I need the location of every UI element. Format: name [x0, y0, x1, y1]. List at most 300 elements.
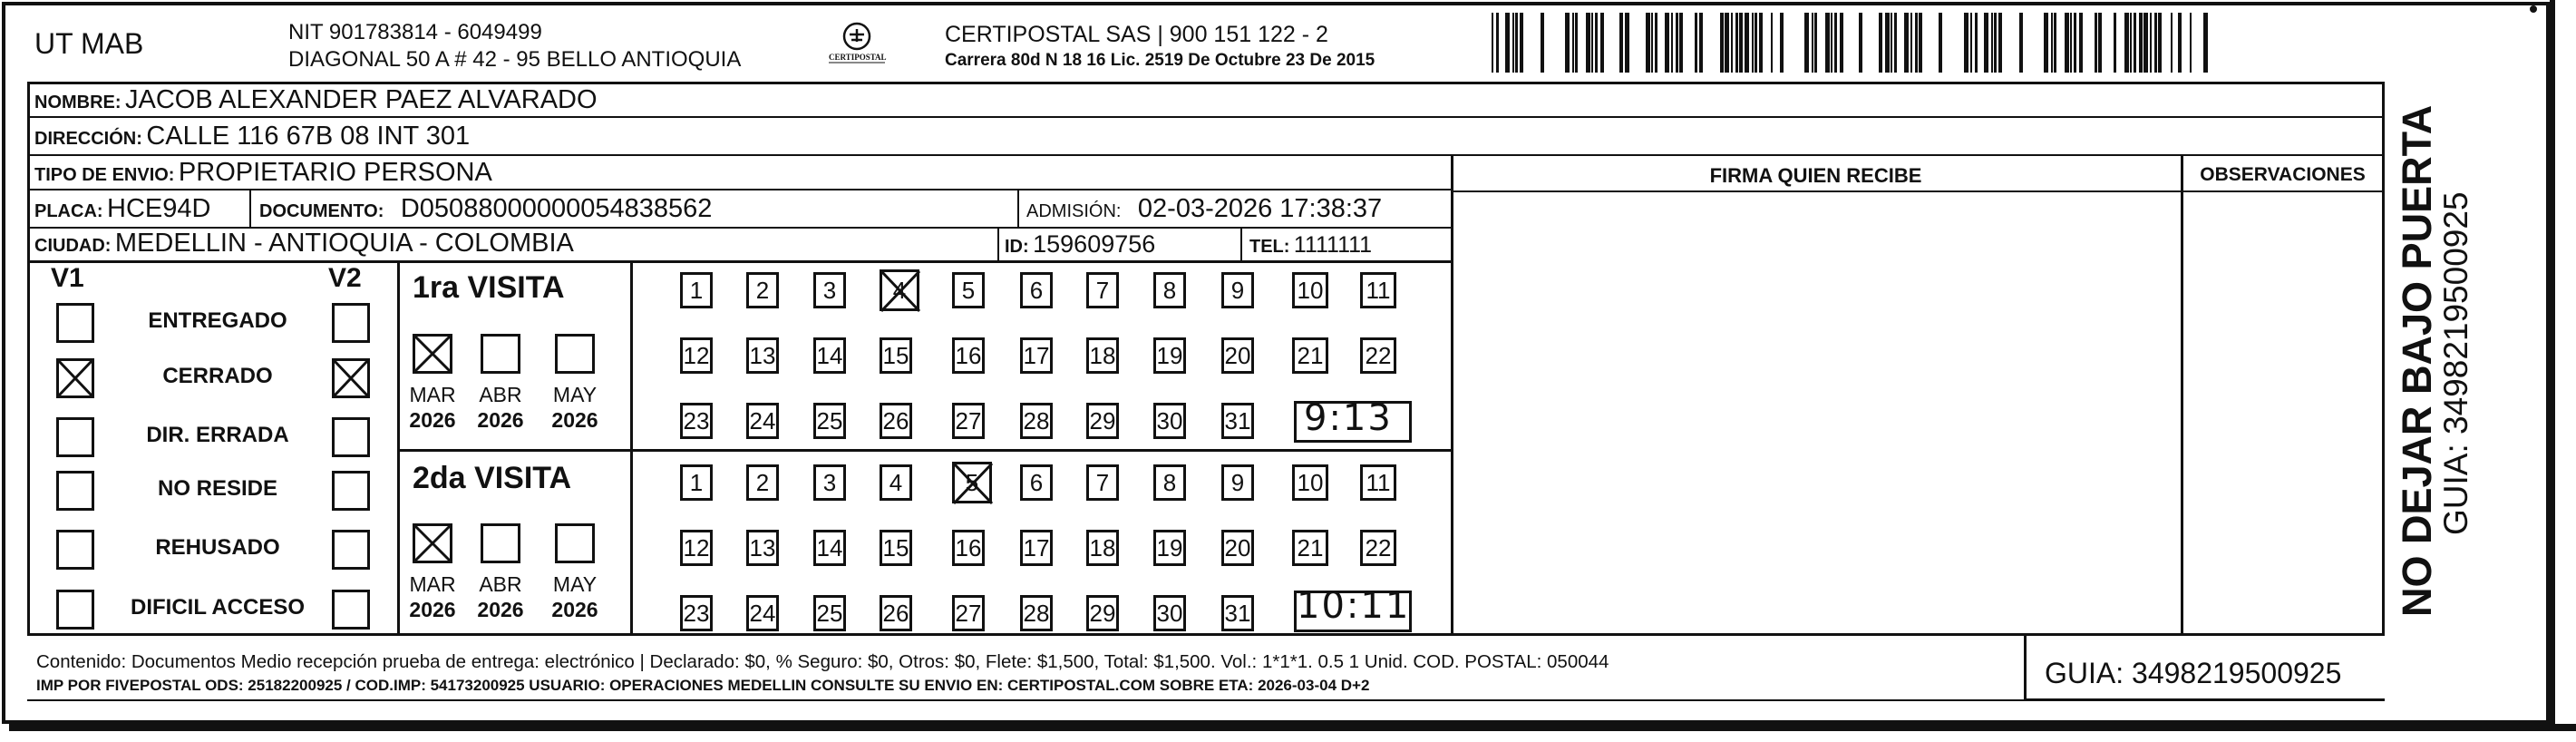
barcode-bars — [1492, 13, 2212, 73]
second-day-box[interactable] — [1292, 530, 1328, 566]
v2-checkbox[interactable] — [332, 590, 370, 630]
barcode-bar — [2143, 13, 2148, 73]
first-day-box[interactable] — [746, 337, 779, 374]
barcode-bar — [1859, 13, 1862, 73]
barcode-bar — [1515, 13, 1518, 73]
barcode-bar — [1752, 13, 1754, 73]
second-year-label: 2026 — [409, 598, 456, 621]
barcode-bar — [1771, 13, 1773, 73]
second-day-label: 10 — [1297, 468, 1324, 496]
direccion-value: CALLE 116 67B 08 INT 301 — [146, 122, 471, 151]
barcode-bar — [2070, 13, 2072, 73]
tipo-label: TIPO DE ENVIO: — [34, 165, 175, 185]
second-day-label: 4 — [889, 468, 903, 496]
first-day-label: 1 — [689, 276, 704, 304]
rule-footer-top — [27, 633, 2385, 636]
admision-value: 02-03-2026 17:38:37 — [1137, 194, 1383, 223]
barcode-bar — [1651, 13, 1653, 73]
rule-id-left — [997, 227, 999, 261]
first-day-box[interactable] — [880, 337, 912, 374]
nombre-row — [34, 85, 598, 115]
second-day-label: 31 — [1224, 599, 1251, 627]
firma-header: FIRMA QUIEN RECIBE — [1709, 164, 1922, 187]
placa-value: HCE94D — [107, 194, 211, 223]
first-day-box[interactable] — [1086, 337, 1119, 374]
cross-mark-icon — [952, 462, 994, 505]
second-day-box[interactable] — [1221, 530, 1254, 566]
first-day-box[interactable] — [880, 269, 919, 311]
rule-firma-left — [1451, 154, 1453, 633]
second-day-box[interactable] — [1360, 530, 1396, 566]
first-month-label: MAY — [552, 383, 598, 406]
rule-tel-left — [1240, 227, 1242, 261]
first-day-label: 27 — [955, 406, 982, 434]
v2-checkbox[interactable] — [332, 358, 370, 398]
barcode-bar — [1572, 13, 1574, 73]
first-day-label: 26 — [882, 406, 909, 434]
barcode-bar — [2158, 13, 2162, 73]
second-day-box[interactable] — [952, 595, 985, 631]
ciudad-value: MEDELLIN - ANTIOQUIA - COLOMBIA — [114, 229, 574, 258]
reason-label: DIR. ERRADA — [146, 423, 289, 447]
first-day-box[interactable] — [1020, 272, 1053, 308]
v1-checkbox[interactable] — [56, 471, 94, 511]
cross-mark-icon — [880, 269, 921, 313]
first-day-label: 10 — [1297, 276, 1324, 304]
tel-value: 1111111 — [1293, 232, 1373, 258]
rule-row3 — [27, 189, 1451, 190]
barcode-bar — [1720, 13, 1724, 73]
barcode-bar — [1840, 13, 1843, 73]
barcode-bar — [2203, 13, 2208, 73]
second-day-box[interactable] — [680, 595, 713, 631]
barcode-bar — [1520, 13, 1523, 73]
first-day-box[interactable] — [1086, 272, 1119, 308]
first-day-label: 6 — [1029, 276, 1044, 304]
second-year-label: 2026 — [477, 598, 524, 621]
first-day-box[interactable] — [952, 403, 985, 439]
first-day-label: 5 — [961, 276, 976, 304]
second-day-label: 30 — [1156, 599, 1183, 627]
second-day-box[interactable] — [746, 464, 779, 501]
second-day-box[interactable] — [813, 530, 846, 566]
first-month-checkbox[interactable] — [555, 334, 595, 374]
rule-right-table — [2382, 82, 2385, 633]
cross-mark-icon — [413, 523, 452, 563]
barcode-bar — [1595, 13, 1598, 73]
second-day-box[interactable] — [880, 530, 912, 566]
barcode-bar — [1915, 13, 1918, 73]
v1-checkbox[interactable] — [56, 303, 94, 343]
first-day-box[interactable] — [1086, 403, 1119, 439]
second-day-box[interactable] — [1086, 464, 1119, 501]
second-day-box[interactable] — [1221, 464, 1254, 501]
first-visit-title: 1ra VISITA — [413, 270, 565, 305]
second-day-label: 23 — [683, 599, 710, 627]
first-day-box[interactable] — [746, 403, 779, 439]
barcode-bar — [1780, 13, 1784, 73]
side-warning: NO DEJAR BAJO PUERTA — [2394, 104, 2440, 617]
first-day-label: 19 — [1156, 341, 1183, 369]
first-day-box[interactable] — [813, 403, 846, 439]
first-day-box[interactable] — [1153, 272, 1186, 308]
second-day-label: 17 — [1023, 533, 1050, 561]
first-day-label: 9 — [1230, 276, 1245, 304]
reason-label: NO RESIDE — [157, 476, 278, 501]
second-day-label: 8 — [1162, 468, 1177, 496]
first-day-box[interactable] — [1221, 403, 1254, 439]
v2-checkbox[interactable] — [332, 303, 370, 343]
bottom-edge — [9, 724, 2576, 731]
second-time-value: 10:11 — [1297, 585, 1411, 627]
barcode-bar — [1831, 13, 1832, 73]
barcode-bar — [1994, 13, 1997, 73]
first-day-label: 23 — [683, 406, 710, 434]
second-month-checkbox[interactable] — [481, 523, 520, 563]
barcode-bar — [2065, 13, 2069, 73]
side-guia: GUIA: 3498219500925 — [2437, 191, 2474, 535]
second-day-label: 5 — [965, 468, 979, 496]
second-day-box[interactable] — [1020, 530, 1053, 566]
v2-checkbox[interactable] — [332, 471, 370, 511]
barcode-bar — [1619, 13, 1623, 73]
rule-adm-left — [1017, 189, 1019, 229]
first-day-label: 11 — [1366, 276, 1391, 304]
first-day-box[interactable] — [1292, 337, 1328, 374]
barcode-bar — [1991, 13, 1993, 73]
barcode-bar — [2095, 13, 2097, 73]
v1-label: V1 — [51, 263, 84, 293]
barcode-bar — [2178, 13, 2182, 73]
first-day-label: 20 — [1224, 341, 1251, 369]
barcode-bar — [1565, 13, 1570, 73]
v1-checkbox[interactable] — [56, 590, 94, 630]
second-year-label: 2026 — [551, 598, 598, 621]
company-name: UT MAB — [34, 27, 144, 60]
first-day-box[interactable] — [680, 272, 713, 308]
rule-doc-left — [249, 189, 251, 229]
second-day-label: 25 — [816, 599, 843, 627]
tel-label: TEL: — [1249, 237, 1290, 257]
courier-license: Carrera 80d N 18 16 Lic. 2519 De Octubre 23 De 2015 — [945, 51, 1375, 70]
barcode-bar — [2124, 13, 2129, 73]
second-month-checkbox[interactable] — [413, 523, 452, 563]
second-day-box[interactable] — [746, 530, 779, 566]
first-year-label: 2026 — [409, 408, 456, 432]
barcode-bar — [2074, 13, 2076, 73]
imp-text: IMP POR FIVEPOSTAL ODS: 25182200925 / COD.IMP: 54173200925 USUARIO: OPERACIONES MEDELLIN CONSULTE SU ENVIO EN: CERTIPOSTAL.COM SOBRE ETA: 2026-03-04 D+2 — [36, 677, 1370, 694]
first-day-label: 22 — [1365, 341, 1392, 369]
first-day-label: 8 — [1162, 276, 1177, 304]
second-day-label: 27 — [955, 599, 982, 627]
barcode-bar — [1964, 13, 1968, 73]
second-day-box[interactable] — [952, 530, 985, 566]
second-month-checkbox[interactable] — [555, 523, 595, 563]
v2-checkbox[interactable] — [332, 530, 370, 570]
v1-checkbox[interactable] — [56, 530, 94, 570]
barcode-bar — [2079, 13, 2083, 73]
second-month-label: MAR — [409, 572, 456, 596]
barcode-bar — [1655, 13, 1657, 73]
first-day-label: 2 — [755, 276, 770, 304]
documento-label: DOCUMENTO: — [259, 201, 384, 221]
second-day-label: 26 — [882, 599, 909, 627]
barcode-bar — [1600, 13, 1604, 73]
barcode-bar — [1541, 13, 1544, 73]
barcode-bar — [1879, 13, 1882, 73]
cross-mark-icon — [413, 334, 452, 374]
second-day-label: 15 — [882, 533, 909, 561]
barcode-bar — [2044, 13, 2048, 73]
first-day-label: 21 — [1297, 341, 1324, 369]
first-day-label: 25 — [816, 406, 843, 434]
id-label: ID: — [1005, 237, 1029, 257]
second-day-label: 11 — [1366, 468, 1391, 496]
first-month-checkbox[interactable] — [413, 334, 452, 374]
second-day-box[interactable] — [1086, 595, 1119, 631]
barcode-bar — [2098, 13, 2102, 73]
first-day-label: 14 — [816, 341, 843, 369]
second-day-label: 29 — [1089, 599, 1116, 627]
second-day-box[interactable] — [813, 595, 846, 631]
barcode-bar — [1984, 13, 1988, 73]
barcode-bar — [2054, 13, 2056, 73]
barcode-bar — [2134, 13, 2136, 73]
placa-label: PLACA: — [34, 201, 103, 221]
first-day-box[interactable] — [1020, 403, 1053, 439]
reason-label: CERRADO — [162, 364, 273, 388]
second-day-label: 16 — [955, 533, 982, 561]
courier-logo — [816, 20, 898, 70]
v1-checkbox[interactable] — [56, 417, 94, 457]
first-day-label: 28 — [1023, 406, 1050, 434]
admision-row — [1026, 194, 1382, 224]
first-day-box[interactable] — [813, 337, 846, 374]
barcode-bar — [1804, 13, 1809, 73]
barcode-bar — [2114, 13, 2116, 73]
courier-name: CERTIPOSTAL SAS | 900 151 122 - 2 — [945, 22, 1328, 47]
barcode-bar — [2190, 13, 2192, 73]
barcode-bar — [1834, 13, 1837, 73]
first-day-box[interactable] — [1153, 337, 1186, 374]
second-day-box[interactable] — [880, 464, 912, 501]
first-day-box[interactable] — [1221, 337, 1254, 374]
second-day-box[interactable] — [1292, 464, 1328, 501]
placa-row — [34, 194, 210, 224]
rule-row2 — [27, 154, 2385, 156]
barcode-bar — [2171, 13, 2173, 73]
v2-label: V2 — [328, 263, 362, 293]
barcode-bar — [2130, 13, 2132, 73]
courier-logo-icon — [816, 20, 898, 70]
rule-visit-divider — [397, 449, 1451, 452]
cross-mark-icon — [332, 358, 370, 398]
rule-row5 — [27, 260, 1451, 263]
corner-mark-icon — [2526, 2, 2541, 16]
barcode-bar — [1939, 13, 1942, 73]
second-day-box[interactable] — [1153, 595, 1186, 631]
first-month-label: ABR — [479, 383, 522, 406]
first-day-box[interactable] — [1292, 272, 1328, 308]
second-visit-title: 2da VISITA — [413, 461, 572, 495]
barcode-bar — [1975, 13, 1978, 73]
barcode-bar — [1591, 13, 1593, 73]
second-day-label: 22 — [1365, 533, 1392, 561]
barcode-bar — [1891, 13, 1892, 73]
barcode-bar — [1679, 13, 1683, 73]
id-value: 159609756 — [1033, 230, 1156, 258]
barcode-bar — [2019, 13, 2023, 73]
barcode-bar — [1665, 13, 1669, 73]
barcode-bar — [1755, 13, 1757, 73]
nombre-label: NOMBRE: — [34, 93, 122, 112]
barcode-bar — [1575, 13, 1578, 73]
second-month-label: ABR — [479, 572, 522, 596]
second-day-label: 20 — [1224, 533, 1251, 561]
second-day-box[interactable] — [1086, 530, 1119, 566]
second-day-box[interactable] — [1153, 464, 1186, 501]
second-day-box[interactable] — [880, 595, 912, 631]
ciudad-row — [34, 229, 574, 259]
first-day-box[interactable] — [1153, 403, 1186, 439]
guia-box-text: GUIA: 3498219500925 — [2045, 657, 2342, 689]
rule-guia-left — [2024, 633, 2027, 700]
first-year-label: 2026 — [477, 408, 524, 432]
rule-header — [27, 82, 2385, 84]
first-time-value: 9:13 — [1304, 397, 1393, 439]
second-day-label: 12 — [683, 533, 710, 561]
tipo-value: PROPIETARIO PERSONA — [178, 158, 492, 187]
first-day-label: 30 — [1156, 406, 1183, 434]
id-row — [1005, 230, 1155, 259]
observaciones-header: OBSERVACIONES — [2200, 164, 2366, 185]
second-day-box[interactable] — [1360, 464, 1396, 501]
rule-footer-bottom — [27, 699, 2385, 701]
company-nit: NIT 901783814 - 6049499 — [288, 20, 542, 44]
reason-label: DIFICIL ACCESO — [130, 595, 305, 620]
first-day-label: 13 — [749, 341, 776, 369]
tipo-row — [34, 158, 492, 188]
first-day-label: 4 — [892, 276, 907, 304]
first-day-label: 29 — [1089, 406, 1116, 434]
first-day-box[interactable] — [1020, 337, 1053, 374]
first-day-box[interactable] — [952, 272, 985, 308]
first-day-label: 18 — [1089, 341, 1116, 369]
second-day-box[interactable] — [952, 462, 992, 503]
barcode-bar — [1512, 13, 1514, 73]
rule-left — [27, 82, 30, 633]
nombre-value: JACOB ALEXANDER PAEZ ALVARADO — [125, 85, 598, 114]
second-day-box[interactable] — [1153, 530, 1186, 566]
second-day-box[interactable] — [680, 530, 713, 566]
barcode-bar — [1625, 13, 1629, 73]
documento-row — [259, 194, 712, 224]
second-month-label: MAY — [552, 572, 598, 596]
first-day-box[interactable] — [952, 337, 985, 374]
second-day-box[interactable] — [813, 464, 846, 501]
barcode-bar — [1695, 13, 1697, 73]
barcode-bar — [1894, 13, 1897, 73]
cross-mark-icon — [56, 358, 94, 398]
first-day-label: 16 — [955, 341, 982, 369]
first-day-box[interactable] — [680, 337, 713, 374]
second-day-box[interactable] — [1221, 595, 1254, 631]
second-day-label: 14 — [816, 533, 843, 561]
second-day-label: 19 — [1156, 533, 1183, 561]
second-day-box[interactable] — [680, 464, 713, 501]
second-day-box[interactable] — [1020, 464, 1053, 501]
tel-row — [1249, 232, 1372, 259]
barcode-bar — [2154, 13, 2157, 73]
first-month-label: MAR — [409, 383, 456, 406]
admision-label: ADMISIÓN: — [1026, 201, 1122, 221]
barcode-bar — [1825, 13, 1830, 73]
v1-checkbox[interactable] — [56, 358, 94, 398]
second-day-label: 13 — [749, 533, 776, 561]
first-day-box[interactable] — [880, 403, 912, 439]
first-day-label: 24 — [749, 406, 776, 434]
direccion-label: DIRECCIÓN: — [34, 129, 142, 149]
barcode-bar — [1586, 13, 1590, 73]
first-day-box[interactable] — [1360, 272, 1396, 308]
second-day-box[interactable] — [746, 595, 779, 631]
second-day-label: 6 — [1029, 468, 1044, 496]
first-month-checkbox[interactable] — [481, 334, 520, 374]
barcode-bar — [1739, 13, 1743, 73]
first-day-box[interactable] — [1221, 272, 1254, 308]
barcode-bar — [1812, 13, 1813, 73]
barcode-bar — [1814, 13, 1817, 73]
barcode-bar — [2139, 13, 2143, 73]
barcode-bar — [2150, 13, 2152, 73]
first-day-label: 17 — [1023, 341, 1050, 369]
barcode-bar — [1910, 13, 1912, 73]
barcode-bar — [1970, 13, 1972, 73]
first-day-label: 15 — [882, 341, 909, 369]
barcode-bar — [1759, 13, 1763, 73]
barcode-bar — [1699, 13, 1703, 73]
rule-row3-right — [1451, 190, 2385, 192]
second-day-label: 1 — [689, 468, 704, 496]
first-day-box[interactable] — [680, 403, 713, 439]
barcode-bar — [1885, 13, 1890, 73]
second-day-label: 24 — [749, 599, 776, 627]
barcode-bar — [1725, 13, 1729, 73]
ciudad-label: CIUDAD: — [34, 236, 112, 256]
barcode-bar — [1496, 13, 1499, 73]
documento-value: D05088000000054838562 — [400, 194, 713, 223]
barcode-bar — [1676, 13, 1678, 73]
first-day-label: 12 — [683, 341, 710, 369]
first-day-box[interactable] — [813, 272, 846, 308]
first-day-box[interactable] — [746, 272, 779, 308]
barcode-bar — [1505, 13, 1510, 73]
first-day-label: 31 — [1224, 406, 1251, 434]
barcode-bar — [1735, 13, 1738, 73]
second-day-label: 18 — [1089, 533, 1116, 561]
barcode-bar — [1904, 13, 1909, 73]
first-year-label: 2026 — [551, 408, 598, 432]
rule-months-right — [630, 260, 633, 633]
second-day-label: 7 — [1095, 468, 1110, 496]
barcode-bar — [1998, 13, 2002, 73]
first-day-label: 7 — [1095, 276, 1110, 304]
direccion-row — [34, 122, 470, 151]
second-day-box[interactable] — [1020, 595, 1053, 631]
barcode-bar — [1731, 13, 1733, 73]
v2-checkbox[interactable] — [332, 417, 370, 457]
first-day-box[interactable] — [1360, 337, 1396, 374]
